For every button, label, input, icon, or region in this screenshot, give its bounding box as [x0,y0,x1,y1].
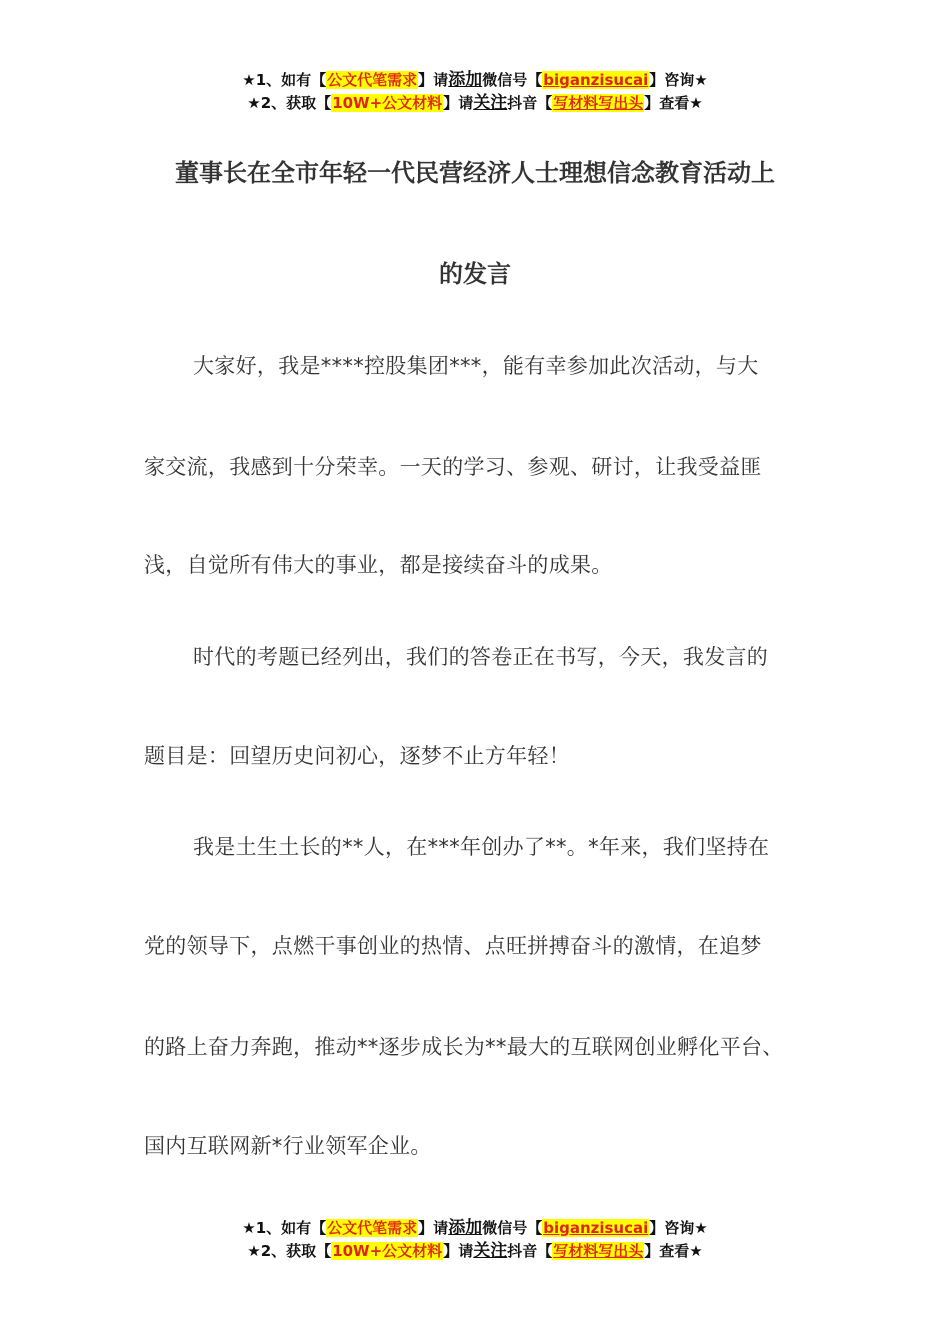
paragraph-line: 时代的考题已经列出，我们的答卷正在书写，今天，我发言的 [193,645,769,669]
emphasis-follow: 关注 [473,1241,508,1261]
promo-text: 抖音【 [507,1242,553,1260]
promo-text: 微信号【 [482,1219,543,1237]
paragraph-line: 国内互联网新*行业领军企业。 [144,1134,432,1158]
douyin-account-link[interactable]: 写材料写出头 [553,1242,644,1260]
emphasis-add: 添加 [448,1218,483,1238]
paragraph-line: 浅，自觉所有伟大的事业，都是接续奋斗的成果。 [144,553,613,577]
promo-line-2 [0,1240,950,1263]
promo-banner-bottom [0,1217,950,1263]
highlight-materials: 10W+公文材料 [332,1242,443,1260]
promo-text: 】请 [443,1242,474,1260]
promo-text: 】查看★ [644,94,703,112]
document-title-line-2: 的发言 [439,260,511,288]
promo-banner-top [0,69,950,115]
promo-line-2 [0,92,950,115]
paragraph-line: 家交流，我感到十分荣幸。一天的学习、参观、研讨，让我受益匪 [144,455,762,479]
paragraph-line: 党的领导下，点燃干事创业的热情、点旺拼搏奋斗的激情，在追梦 [144,934,762,958]
emphasis-add: 添加 [448,70,483,90]
paragraph-line: 的路上奋力奔跑，推动**逐步成长为**最大的互联网创业孵化平台、 [144,1035,784,1059]
promo-text: 】请 [443,94,474,112]
promo-line-1 [0,69,950,92]
document-title-line-1: 董事长在全市年轻一代民营经济人士理想信念教育活动上 [175,159,775,187]
promo-text: 】咨询★ [649,71,708,89]
paragraph-line: 我是土生土长的**人，在***年创办了**。*年来，我们坚持在 [193,835,770,859]
emphasis-follow: 关注 [473,93,508,113]
highlight-materials: 10W+公文材料 [332,94,443,112]
promo-text: 】查看★ [644,1242,703,1260]
wechat-id-link[interactable]: biganzisucai [543,1219,649,1237]
paragraph-line: 大家好，我是****控股集团***，能有幸参加此次活动，与大 [193,354,759,378]
promo-line-1 [0,1217,950,1240]
promo-text: 】请 [418,71,449,89]
promo-text: ★2、获取【 [247,1242,332,1260]
promo-text: ★1、如有【 [242,1219,327,1237]
highlight-service: 公文代笔需求 [327,71,418,89]
promo-text: ★2、获取【 [247,94,332,112]
paragraph-line: 题目是：回望历史问初心，逐梦不止方年轻！ [144,744,570,768]
wechat-id-link[interactable]: biganzisucai [543,71,649,89]
promo-text: 抖音【 [507,94,553,112]
promo-text: 微信号【 [482,71,543,89]
highlight-service: 公文代笔需求 [327,1219,418,1237]
douyin-account-link[interactable]: 写材料写出头 [553,94,644,112]
promo-text: 】请 [418,1219,449,1237]
promo-text: ★1、如有【 [242,71,327,89]
promo-text: 】咨询★ [649,1219,708,1237]
